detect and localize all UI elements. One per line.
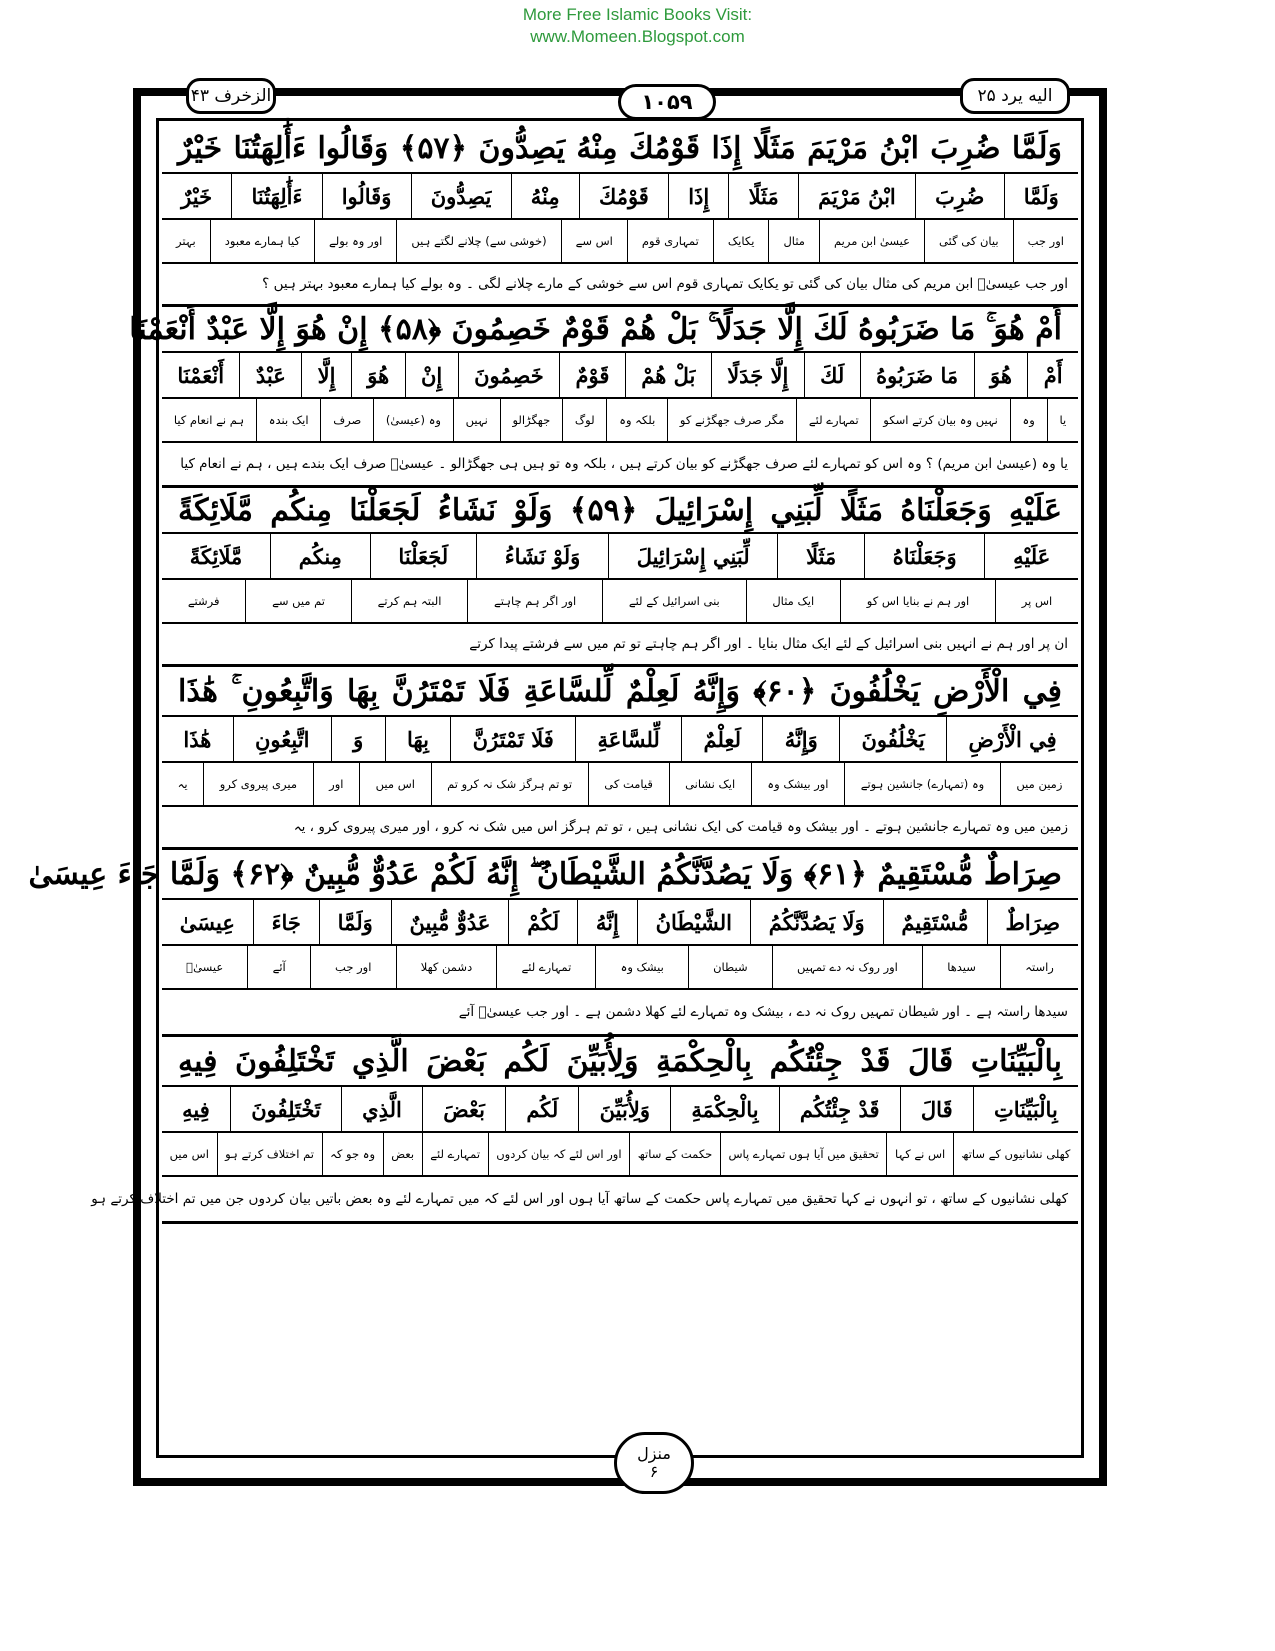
surah-name-label: الزخرف ۴۳ bbox=[186, 78, 276, 114]
urdu-translation-cell: راستہ bbox=[1000, 946, 1078, 988]
translation-row bbox=[162, 763, 1078, 807]
urdu-translation-cell: بعض bbox=[383, 1133, 422, 1175]
urdu-translation-cell: عیسیٰؑ bbox=[186, 960, 224, 974]
word-row bbox=[162, 534, 1078, 580]
arabic-word-cell: إِنْ bbox=[405, 353, 458, 397]
arabic-word-cell: عَدُوٌّ مُّبِينٌ bbox=[391, 900, 509, 944]
verse-block bbox=[162, 488, 1078, 667]
arabic-word-cell: وَلَا يَصُدَّنَّكُمُ bbox=[750, 900, 883, 944]
translation-row bbox=[162, 580, 1078, 624]
urdu-translation-cell: تو تم ہرگز شک نہ کرو تم bbox=[431, 763, 588, 805]
word-row bbox=[162, 1087, 1078, 1133]
urdu-translation-cell: نہیں bbox=[453, 399, 500, 441]
arabic-word-cell: فِي الْأَرْضِ bbox=[946, 717, 1078, 761]
verse-block bbox=[162, 667, 1078, 850]
urdu-translation-cell: یا bbox=[1047, 399, 1078, 441]
arabic-word-cell: عَبْدٌ bbox=[239, 353, 301, 397]
arabic-word-cell: صِرَاطٌ bbox=[987, 900, 1078, 944]
urdu-translation-cell: ایک مثال bbox=[746, 580, 840, 622]
word-row bbox=[162, 900, 1078, 946]
arabic-word-cell: فِيهِ bbox=[182, 1096, 210, 1122]
urdu-summary-line: اور جب عیسیٰؑ ابن مریم کی مثال بیان کی گئی تو یکایک تمہاری قوم اس سے خوشی کے مارے چلانے لگی ۔ وہ بولے کیا ہمارے معبود بہتر ہیں ؟ bbox=[262, 276, 1068, 292]
arabic-word-cell: لِّبَنِي إِسْرَائِيلَ bbox=[608, 534, 777, 578]
urdu-translation-cell: میری پیروی کرو bbox=[203, 763, 312, 805]
urdu-translation-cell: یکایک bbox=[713, 220, 769, 262]
urdu-translation-cell: عیسیٰ ابن مریم bbox=[819, 220, 924, 262]
arabic-word-cell: عَلَيْهِ bbox=[984, 534, 1078, 578]
arabic-verse-line: عَلَيْهِ وَجَعَلْنَاهُ مَثَلًا لِّبَنِي إِسْرَائِيلَ ﴿۵۹﴾ وَلَوْ نَشَاءُ لَجَعَلْنَا مِنكُم مَّلَائِكَةً bbox=[162, 488, 1078, 534]
urdu-translation-cell: ہم نے انعام کیا bbox=[173, 413, 245, 427]
urdu-translation-cell: بیشک وہ bbox=[595, 946, 688, 988]
arabic-word-cell: مَثَلًا bbox=[777, 534, 864, 578]
urdu-translation-cell: اس میں bbox=[359, 763, 430, 805]
arabic-word-cell: إِلَّا bbox=[301, 353, 351, 397]
urdu-translation-cell: اس میں bbox=[169, 1147, 209, 1161]
promo-line-1: More Free Islamic Books Visit: bbox=[522, 5, 753, 24]
arabic-word-cell: تَخْتَلِفُونَ bbox=[230, 1087, 341, 1131]
arabic-word-cell: بَلْ هُمْ bbox=[625, 353, 711, 397]
urdu-translation-cell: فرشتے bbox=[187, 594, 220, 608]
urdu-translation-cell: سیدھا bbox=[922, 946, 1000, 988]
arabic-word-cell: وَإِنَّهُ bbox=[762, 717, 839, 761]
arabic-word-cell: لَعِلْمٌ bbox=[681, 717, 762, 761]
arabic-word-cell: الَّذِي bbox=[341, 1087, 422, 1131]
urdu-translation-cell: اور جب bbox=[1013, 220, 1078, 262]
urdu-translation-cell: اس پر bbox=[995, 580, 1078, 622]
arabic-word-cell: وَلِأُبَيِّنَ bbox=[578, 1087, 670, 1131]
manzil-label: منزل bbox=[637, 1444, 671, 1463]
arabic-verse-line: أَمْ هُوَ ۚ مَا ضَرَبُوهُ لَكَ إِلَّا جَدَلًا ۚ بَلْ هُمْ قَوْمٌ خَصِمُونَ ﴿۵۸﴾ إِنْ هُوَ إِلَّا عَبْدٌ أَنْعَمْنَا bbox=[162, 307, 1078, 353]
arabic-verse-line: فِي الْأَرْضِ يَخْلُفُونَ ﴿۶۰﴾ وَإِنَّهُ لَعِلْمٌ لِّلسَّاعَةِ فَلَا تَمْتَرُنَّ بِهَا وَاتَّبِعُونِ ۚ هَٰذَا bbox=[162, 667, 1078, 717]
urdu-translation-cell: وہ (عیسیٰ) bbox=[373, 399, 453, 441]
urdu-translation-cell: اور ہم نے بنایا اس کو bbox=[840, 580, 995, 622]
urdu-translation-cell: قیامت کی bbox=[588, 763, 669, 805]
arabic-word-cell: مَّلَائِكَةً bbox=[189, 543, 243, 569]
arabic-word-cell: فَلَا تَمْتَرُنَّ bbox=[450, 717, 575, 761]
manzil-number: ۶ bbox=[649, 1462, 659, 1481]
urdu-translation-cell: وہ (تمہارے) جانشین ہوتے bbox=[844, 763, 1000, 805]
urdu-translation-cell: تم اختلاف کرتے ہو bbox=[217, 1133, 322, 1175]
verse-block bbox=[129, 307, 1078, 488]
arabic-verse-line: وَلَمَّا ضُرِبَ ابْنُ مَرْيَمَ مَثَلًا إِذَا قَوْمُكَ مِنْهُ يَصِدُّونَ ﴿۵۷﴾ وَقَالُوا ءَأَٰلِهَتُنَا خَيْرٌ bbox=[162, 124, 1078, 174]
arabic-word-cell: بِالْبَيِّنَاتِ bbox=[973, 1087, 1078, 1131]
arabic-word-cell: قَدْ جِئْتُكُم bbox=[779, 1087, 900, 1131]
urdu-translation-cell: کھلی نشانیوں کے ساتھ bbox=[953, 1133, 1078, 1175]
arabic-word-cell: هُوَ bbox=[974, 353, 1028, 397]
translation-row bbox=[162, 1133, 1078, 1177]
urdu-translation-cell: آئے bbox=[247, 946, 309, 988]
urdu-translation-cell: اور اس لئے کہ بیان کردوں bbox=[488, 1133, 630, 1175]
urdu-summary-line: سیدھا راستہ ہے ۔ اور شیطان تمہیں روک نہ دے ، بیشک وہ تمہارے لئے کھلا دشمن ہے ۔ اور جب عیسیٰؑ آئے bbox=[458, 1004, 1068, 1020]
arabic-word-cell: ابْنُ مَرْيَمَ bbox=[798, 174, 915, 218]
urdu-translation-cell: اس نے کہا bbox=[886, 1133, 952, 1175]
urdu-translation-cell: البتہ ہم کرتے bbox=[351, 580, 467, 622]
arabic-word-cell: قَوْمُكَ bbox=[579, 174, 668, 218]
manzil-badge bbox=[614, 1432, 694, 1494]
arabic-word-cell: مِنكُم bbox=[270, 534, 370, 578]
arabic-word-cell: يَصِدُّونَ bbox=[411, 174, 511, 218]
arabic-verse-line: بِالْبَيِّنَاتِ قَالَ قَدْ جِئْتُكُم بِالْحِكْمَةِ وَلِأُبَيِّنَ لَكُم بَعْضَ الَّذِي تَخْتَلِفُونَ فِيهِ bbox=[162, 1037, 1078, 1087]
urdu-translation-cell: یہ bbox=[177, 777, 188, 791]
word-row bbox=[162, 174, 1078, 220]
arabic-word-cell: ءَأَٰلِهَتُنَا bbox=[231, 174, 321, 218]
promo-text bbox=[0, 4, 1275, 48]
urdu-translation-cell: اور جب bbox=[310, 946, 396, 988]
arabic-word-cell: لِّلسَّاعَةِ bbox=[575, 717, 681, 761]
word-row bbox=[162, 717, 1078, 763]
urdu-translation-cell: اور وہ بولے bbox=[314, 220, 396, 262]
arabic-word-cell: الشَّيْطَانُ bbox=[637, 900, 750, 944]
urdu-translation-cell: تم میں سے bbox=[245, 580, 351, 622]
arabic-word-cell: اتَّبِعُونِ bbox=[233, 717, 331, 761]
arabic-word-cell: لَجَعَلْنَا bbox=[370, 534, 476, 578]
page-number: ۱۰۵۹ bbox=[618, 84, 716, 120]
arabic-word-cell: مُّسْتَقِيمٌ bbox=[883, 900, 987, 944]
urdu-translation-cell: مثال bbox=[768, 220, 819, 262]
urdu-summary-line: زمین میں وہ تمہارے جانشین ہوتے ۔ اور بیشک وہ قیامت کی ایک نشانی ہیں ، تو تم ہرگز اس میں شک نہ کرو ، اور میری پیروی کرو ، یہ bbox=[293, 819, 1068, 835]
urdu-translation-cell: (خوشی سے) چلانے لگتے ہیں bbox=[396, 220, 560, 262]
arabic-word-cell: لَكَ bbox=[804, 353, 860, 397]
arabic-word-cell: خَيْرٌ bbox=[181, 183, 213, 209]
urdu-translation-cell: اور روک نہ دے تمہیں bbox=[772, 946, 922, 988]
urdu-translation-cell: شیطان bbox=[688, 946, 772, 988]
arabic-word-cell: أَنْعَمْنَا bbox=[177, 362, 225, 388]
urdu-translation-cell: بہتر bbox=[175, 234, 196, 248]
arabic-word-cell: وَقَالُوا bbox=[322, 174, 411, 218]
arabic-word-cell: قَوْمٌ bbox=[559, 353, 625, 397]
para-name-label: الیه یرد ۲۵ bbox=[960, 78, 1070, 114]
arabic-word-cell: وَجَعَلْنَاهُ bbox=[864, 534, 984, 578]
arabic-word-cell: هَٰذَا bbox=[183, 726, 212, 752]
arabic-word-cell: مَثَلًا bbox=[728, 174, 798, 218]
urdu-translation-cell: بنی اسرائیل کے لئے bbox=[602, 580, 745, 622]
arabic-word-cell: قَالَ bbox=[900, 1087, 973, 1131]
urdu-translation-cell: وہ جو کہ bbox=[322, 1133, 383, 1175]
translation-row bbox=[162, 220, 1078, 264]
arabic-word-cell: بِهَا bbox=[385, 717, 451, 761]
arabic-word-cell: خَصِمُونَ bbox=[458, 353, 559, 397]
urdu-summary-line: یا وہ (عیسیٰ ابن مریم) ؟ وہ اس کو تمہارے لئے صرف جھگڑنے کو بیان کرتے ہیں ، بلکہ وہ تو ہیں ہی جھگڑالو ۔ عیسیٰؑ صرف ایک بندے ہیں ، ہم نے انعام کیا bbox=[180, 456, 1068, 472]
arabic-word-cell: أَمْ bbox=[1027, 353, 1078, 397]
arabic-word-cell: لَكُمْ bbox=[508, 900, 577, 944]
urdu-translation-cell: صرف bbox=[320, 399, 373, 441]
arabic-word-cell: ضُرِبَ bbox=[915, 174, 1004, 218]
arabic-word-cell: يَخْلُفُونَ bbox=[839, 717, 946, 761]
urdu-translation-cell: تمہاری قوم bbox=[627, 220, 713, 262]
promo-link[interactable]: www.Momeen.Blogspot.com bbox=[530, 27, 745, 46]
arabic-word-cell: إِذَا bbox=[668, 174, 728, 218]
arabic-word-cell: عِيسَىٰ bbox=[179, 909, 235, 935]
verse-block bbox=[91, 1037, 1078, 1224]
arabic-word-cell: إِنَّهُ bbox=[577, 900, 637, 944]
arabic-verse-line: صِرَاطٌ مُّسْتَقِيمٌ ﴿۶۱﴾ وَلَا يَصُدَّنَّكُمُ الشَّيْطَانُ ۖ إِنَّهُ لَكُمْ عَدُوٌّ مُّبِينٌ ﴿۶۲﴾ وَلَمَّا جَاءَ عِيسَىٰ bbox=[162, 850, 1078, 900]
arabic-word-cell: هُوَ bbox=[351, 353, 405, 397]
urdu-translation-cell: اور bbox=[313, 763, 360, 805]
urdu-translation-cell: مگر صرف جھگڑنے کو bbox=[667, 399, 796, 441]
arabic-word-cell: وَلَمَّا bbox=[319, 900, 391, 944]
urdu-summary-line: کھلی نشانیوں کے ساتھ ، تو انہوں نے کہا تحقیق میں تمہارے پاس حکمت کے ساتھ آیا ہوں اور اس لئے کہ میں تمہارے لئے وہ بعض باتیں بیان کردوں جن میں تم اختلاف کرتے ہو bbox=[91, 1191, 1068, 1207]
arabic-word-cell: إِلَّا جَدَلًا bbox=[711, 353, 804, 397]
urdu-translation-cell: بیان کی گئی bbox=[924, 220, 1013, 262]
urdu-translation-cell: وہ bbox=[1010, 399, 1047, 441]
urdu-translation-cell: اس سے bbox=[561, 220, 627, 262]
translation-row bbox=[162, 399, 1078, 443]
arabic-word-cell: جَاءَ bbox=[253, 900, 319, 944]
urdu-translation-cell: نہیں وہ بیان کرتے اسکو bbox=[870, 399, 1009, 441]
arabic-word-cell: بِالْحِكْمَةِ bbox=[670, 1087, 779, 1131]
urdu-translation-cell: لوگ bbox=[562, 399, 606, 441]
urdu-translation-cell: ایک بندہ bbox=[256, 399, 320, 441]
urdu-translation-cell: دشمن کھلا bbox=[396, 946, 497, 988]
word-row bbox=[162, 353, 1078, 399]
urdu-translation-cell: ایک نشانی bbox=[669, 763, 751, 805]
urdu-translation-cell: اور بیشک وہ bbox=[751, 763, 844, 805]
translation-row bbox=[162, 946, 1078, 990]
urdu-translation-cell: جھگڑالو bbox=[500, 399, 562, 441]
page-content bbox=[28, 124, 1078, 1224]
urdu-translation-cell: تمہارے لئے bbox=[496, 946, 595, 988]
arabic-word-cell: وَلَوْ نَشَاءُ bbox=[476, 534, 608, 578]
urdu-translation-cell: کیا ہمارے معبود bbox=[210, 220, 314, 262]
arabic-word-cell: مَا ضَرَبُوهُ bbox=[860, 353, 974, 397]
verse-block bbox=[162, 124, 1078, 307]
arabic-word-cell: وَلَمَّا bbox=[1004, 174, 1078, 218]
urdu-summary-line: ان پر اور ہم نے انہیں بنی اسرائیل کے لئے ایک مثال بنایا ۔ اور اگر ہم چاہتے تو تم میں سے فرشتے پیدا کرتے bbox=[469, 636, 1068, 652]
arabic-word-cell: مِنْهُ bbox=[511, 174, 579, 218]
urdu-translation-cell: حکمت کے ساتھ bbox=[629, 1133, 720, 1175]
urdu-translation-cell: زمین میں bbox=[1000, 763, 1078, 805]
arabic-word-cell: لَكُم bbox=[505, 1087, 578, 1131]
arabic-word-cell: وَ bbox=[331, 717, 385, 761]
urdu-translation-cell: تمہارے لئے bbox=[422, 1133, 488, 1175]
urdu-translation-cell: اور اگر ہم چاہتے bbox=[467, 580, 602, 622]
urdu-translation-cell: تحقیق میں آیا ہوں تمہارے پاس bbox=[720, 1133, 887, 1175]
arabic-word-cell: بَعْضَ bbox=[422, 1087, 505, 1131]
verse-block bbox=[28, 850, 1078, 1037]
urdu-translation-cell: تمہارے لئے bbox=[796, 399, 870, 441]
urdu-translation-cell: بلکہ وہ bbox=[606, 399, 667, 441]
